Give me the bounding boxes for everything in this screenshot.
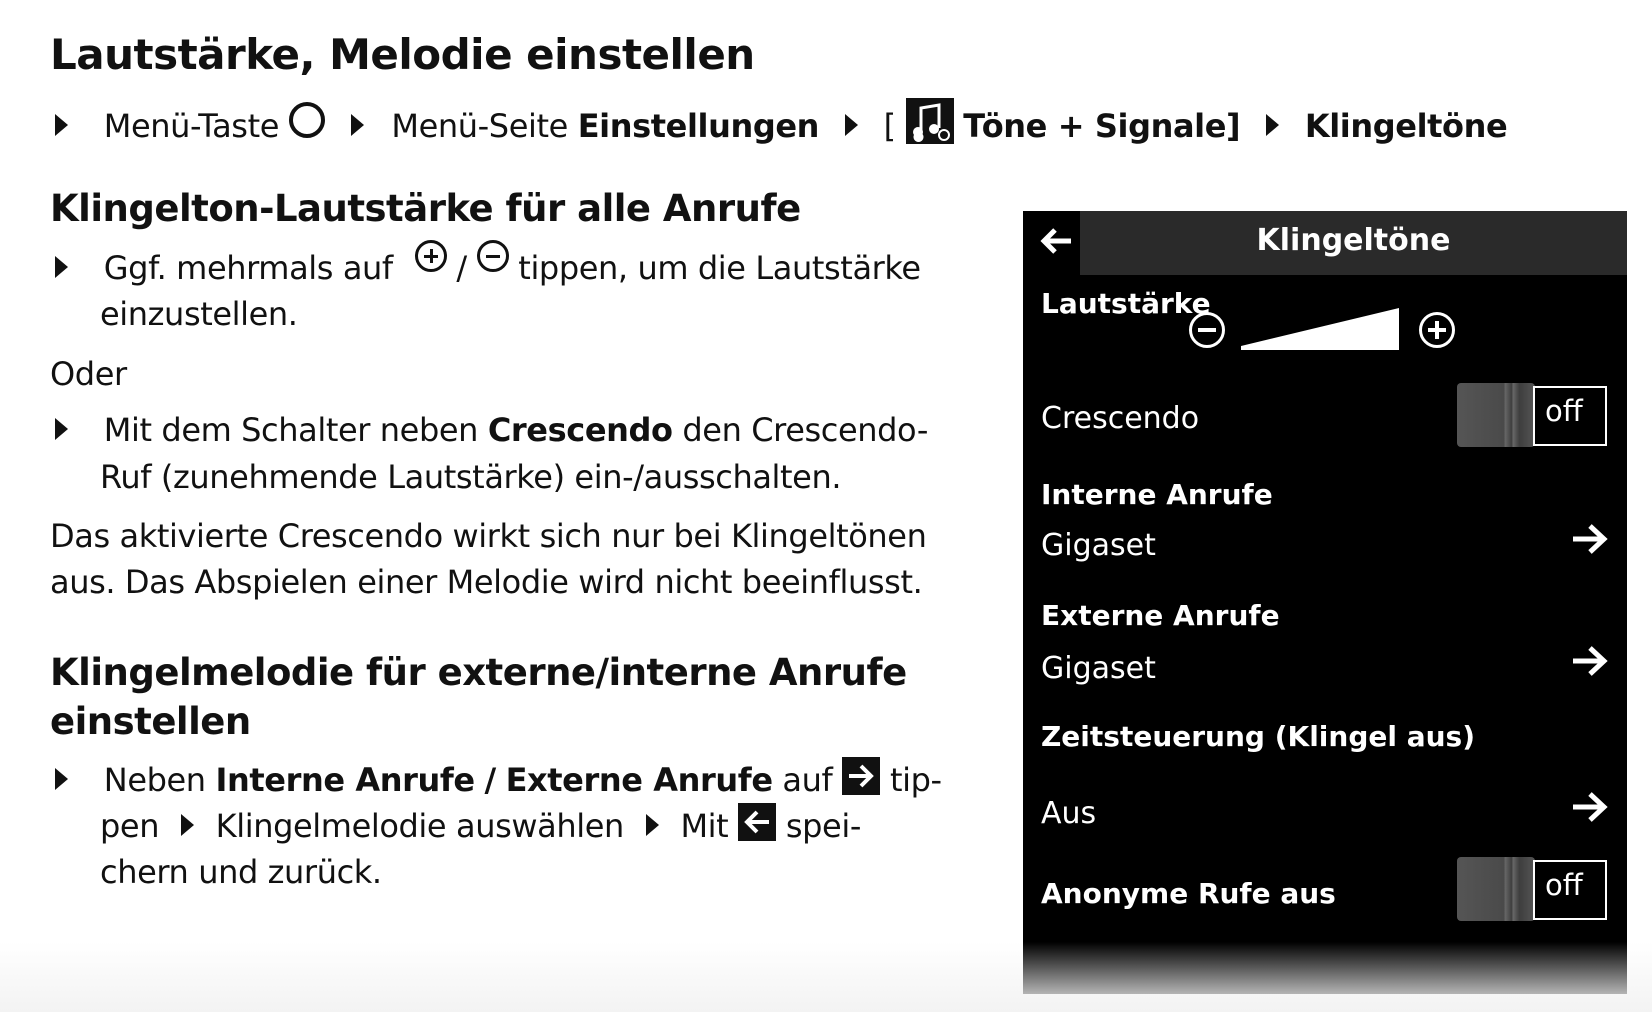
note-line: aus. Das Abspielen einer Melodie wird nicht beeinflusst. [50,563,923,601]
toggle-track [1533,386,1607,446]
music-settings-icon [906,98,954,144]
toggle-knob [1457,857,1535,921]
internal-calls-label: Interne Anrufe [1041,478,1273,511]
nav-menu-page: Menü-Seite [391,107,568,145]
text-segment: Mit [680,807,729,845]
arrow-right-icon[interactable] [1569,643,1609,679]
minus-circle-icon [477,240,509,272]
text-line: chern und zurück. [100,853,382,891]
bullet-icon [181,814,194,836]
text-line: einzustellen. [100,295,298,333]
bullet-icon [55,768,68,790]
volume-minus-button[interactable] [1189,312,1225,348]
text-segment: auf [782,761,833,799]
external-calls-label: Externe Anrufe [1041,599,1280,632]
text-segment: Neben [103,761,206,799]
arrow-right-key-icon [842,757,880,795]
text-line: Ruf (zunehmende Lautstärke) ein-/ausschalten. [100,458,842,496]
text-bold: Externe Anrufe [505,761,773,799]
external-calls-value[interactable]: Gigaset [1041,651,1156,686]
text-segment: spei- [785,807,861,845]
toggle-state: off [1545,394,1583,428]
text-segment: tip- [889,761,942,799]
bullet-icon [845,114,858,136]
plus-circle-icon [415,240,447,272]
bullet-icon [351,114,364,136]
bullet-icon [646,814,659,836]
text-segment: tippen, um die Lautstärke [518,249,921,287]
schedule-label: Zeitsteuerung (Klingel aus) [1041,720,1475,753]
back-arrow-icon[interactable] [1037,221,1077,261]
nav-settings: Einstellungen [577,107,820,145]
screen-header [1080,211,1627,275]
toggle-track [1533,860,1607,920]
text-segment: den Crescendo- [682,411,928,449]
text-oder: Oder [50,355,127,393]
section-heading-melody: Klingelmelodie für externe/interne Anrufe [50,651,907,694]
volume-label: Lautstärke [1041,287,1211,320]
text-bold: Crescendo [487,411,673,449]
phone-screen [1023,211,1627,994]
section-heading-melody-cont: einstellen [50,700,251,743]
text-segment: pen [100,807,160,845]
arrow-right-icon[interactable] [1569,521,1609,557]
toggle-state: off [1545,868,1583,902]
nav-menu-key: Menü-Taste [103,107,280,145]
internal-calls-value[interactable]: Gigaset [1041,528,1156,563]
crescendo-toggle[interactable] [1457,383,1607,447]
volume-plus-button[interactable] [1419,312,1455,348]
text-bold: / [484,761,496,799]
instruction-melody-line2 [100,802,861,850]
schedule-value[interactable]: Aus [1041,796,1097,831]
page-title: Lautstärke, Melodie einstellen [50,30,755,79]
anonymous-calls-toggle[interactable] [1457,857,1607,921]
instruction-volume [55,244,921,292]
section-heading-volume: Klingelton-Lautstärke für alle Anrufe [50,187,801,230]
bullet-icon [55,114,68,136]
note-line: Das aktivierte Crescendo wirkt sich nur bei Klingeltönen [50,517,927,555]
nav-bracket: [ [883,107,896,145]
bullet-icon [55,256,68,278]
bullet-icon [55,418,68,440]
nav-path [55,102,1507,150]
crescendo-label: Crescendo [1041,401,1200,436]
screen-title: Klingeltöne [1256,223,1451,258]
arrow-right-icon[interactable] [1569,789,1609,825]
text-segment: / [456,249,467,287]
bullet-icon [1266,114,1279,136]
instruction-melody [55,756,942,804]
instruction-crescendo [55,406,928,454]
arrow-left-key-icon [738,803,776,841]
nav-tones: Töne + Signale] [963,107,1241,145]
text-segment: Ggf. mehrmals auf [103,249,393,287]
text-bold: Interne Anrufe [215,761,475,799]
anonymous-calls-label: Anonyme Rufe aus [1041,877,1336,910]
nav-ringtones: Klingeltöne [1304,107,1508,145]
toggle-knob [1457,383,1535,447]
page-shadow [0,942,1652,1012]
volume-slider[interactable] [1241,308,1399,350]
text-segment: Mit dem Schalter neben [103,411,479,449]
menu-key-icon [289,102,325,138]
text-segment: Klingelmelodie auswählen [215,807,624,845]
